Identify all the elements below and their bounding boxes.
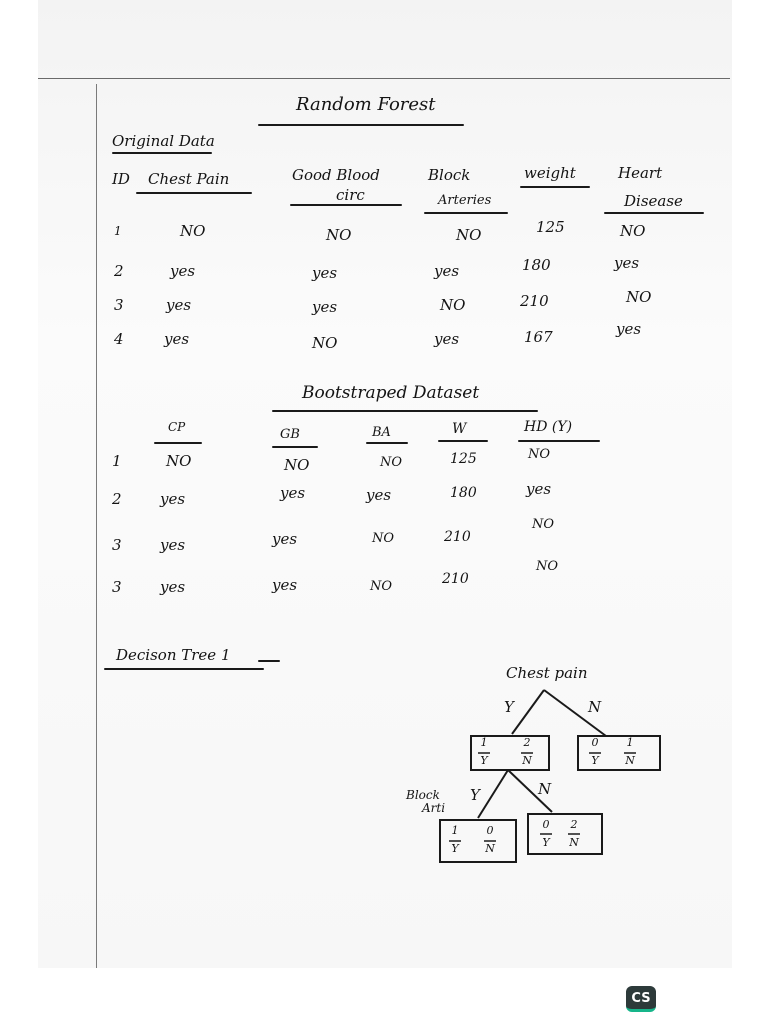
boot-header-ba: BA bbox=[372, 425, 391, 440]
orig-row3-hd: NO bbox=[626, 288, 652, 306]
boot-row4-id: 3 bbox=[112, 578, 122, 596]
orig-row2-ba: yes bbox=[434, 262, 460, 280]
bootstrap-title: Bootstraped Dataset bbox=[302, 383, 480, 403]
leaf-br-2-d: N bbox=[569, 836, 579, 849]
leaf-tr-2-d: N bbox=[625, 754, 635, 767]
page-title: Random Forest bbox=[296, 94, 436, 115]
tree-root-label: Chest pain bbox=[506, 664, 588, 682]
tree-node2-label-1: Block bbox=[406, 788, 440, 802]
orig-row3-id: 3 bbox=[114, 296, 124, 314]
leaf-bl-1-d: Y bbox=[451, 842, 459, 855]
orig-row1-hd: NO bbox=[620, 222, 646, 240]
leaf-bl-1-n: 1 bbox=[451, 824, 459, 837]
boot-header-gb: GB bbox=[280, 427, 300, 442]
tree-node2-no-branch: N bbox=[538, 780, 552, 798]
leaf-tl-1-d: Y bbox=[480, 754, 488, 767]
decision-tree-title: Decison Tree 1 bbox=[116, 646, 231, 664]
boot-row2-id: 2 bbox=[112, 490, 122, 508]
boot-header-hd: HD (Y) bbox=[524, 419, 573, 435]
orig-row1-gb: NO bbox=[326, 226, 352, 244]
boot-row4-ba: NO bbox=[370, 579, 393, 594]
boot-row1-w: 125 bbox=[450, 451, 477, 467]
boot-row4-gb: yes bbox=[272, 576, 298, 594]
orig-row2-hd: yes bbox=[614, 254, 640, 272]
orig-row1-cp: NO bbox=[180, 222, 206, 240]
boot-row3-ba: NO bbox=[372, 531, 395, 546]
leaf-br-2-n: 2 bbox=[570, 818, 578, 831]
leaf-tr-1-d: Y bbox=[591, 754, 599, 767]
boot-row3-w: 210 bbox=[444, 529, 471, 545]
leaf-tr-2-n: 1 bbox=[626, 736, 634, 749]
header-block-2: Arteries bbox=[438, 193, 492, 208]
header-heart-2: Disease bbox=[624, 192, 683, 210]
boot-row2-ba: yes bbox=[366, 486, 392, 504]
orig-row4-ba: yes bbox=[434, 330, 460, 348]
leaf-tl-1-n: 1 bbox=[480, 736, 488, 749]
leaf-tl-2-d: N bbox=[522, 754, 532, 767]
tree-node2-label-2: Arti bbox=[422, 801, 446, 815]
boot-row1-gb: NO bbox=[284, 456, 310, 474]
orig-row1-id: 1 bbox=[114, 224, 122, 238]
boot-header-cp: CP bbox=[168, 420, 186, 434]
boot-row2-w: 180 bbox=[450, 485, 477, 501]
orig-row1-w: 125 bbox=[536, 218, 565, 236]
boot-row2-cp: yes bbox=[160, 490, 186, 508]
orig-row2-cp: yes bbox=[170, 262, 196, 280]
boot-row3-cp: yes bbox=[160, 536, 186, 554]
header-id: ID bbox=[112, 170, 130, 188]
tree-node2-yes-branch: Y bbox=[470, 786, 480, 804]
orig-row3-cp: yes bbox=[166, 296, 192, 314]
boot-row2-gb: yes bbox=[280, 484, 306, 502]
boot-row1-ba: NO bbox=[380, 455, 403, 470]
boot-row1-cp: NO bbox=[166, 452, 192, 470]
boot-row2-hd: yes bbox=[526, 480, 552, 498]
leaf-bl-2-n: 0 bbox=[486, 824, 494, 837]
boot-row3-gb: yes bbox=[272, 530, 298, 548]
leaf-br-1-d: Y bbox=[542, 836, 550, 849]
tree-root-no-branch: N bbox=[588, 698, 602, 716]
orig-row4-w: 167 bbox=[524, 328, 553, 346]
orig-row3-gb: yes bbox=[312, 298, 338, 316]
header-weight: weight bbox=[524, 164, 576, 182]
boot-row1-hd: NO bbox=[528, 447, 551, 462]
leaf-bl-2-d: N bbox=[485, 842, 495, 855]
leaf-tl-2-n: 2 bbox=[523, 736, 531, 749]
header-heart: Heart bbox=[618, 164, 663, 182]
orig-row1-ba: NO bbox=[456, 226, 482, 244]
leaf-br-1-n: 0 bbox=[542, 818, 550, 831]
leaf-tr-1-n: 0 bbox=[591, 736, 599, 749]
orig-row4-id: 4 bbox=[114, 330, 124, 348]
orig-row4-gb: NO bbox=[312, 334, 338, 352]
header-good-blood: Good Blood bbox=[292, 166, 380, 184]
camscanner-logo: CS bbox=[626, 986, 656, 1012]
orig-row3-w: 210 bbox=[520, 292, 549, 310]
orig-row3-ba: NO bbox=[440, 296, 466, 314]
boot-row4-hd: NO bbox=[536, 559, 559, 574]
tree-root-yes-branch: Y bbox=[504, 698, 514, 716]
boot-header-w: W bbox=[452, 421, 467, 437]
header-good-blood-2: circ bbox=[336, 186, 365, 204]
boot-row3-id: 3 bbox=[112, 536, 122, 554]
orig-row4-hd: yes bbox=[616, 320, 642, 338]
original-data-label: Original Data bbox=[112, 132, 215, 150]
boot-row4-cp: yes bbox=[160, 578, 186, 596]
orig-row4-cp: yes bbox=[164, 330, 190, 348]
boot-row3-hd: NO bbox=[532, 517, 555, 532]
orig-row2-gb: yes bbox=[312, 264, 338, 282]
boot-row4-w: 210 bbox=[442, 571, 469, 587]
header-chest-pain: Chest Pain bbox=[148, 170, 230, 188]
orig-row2-w: 180 bbox=[522, 256, 551, 274]
boot-row1-id: 1 bbox=[112, 452, 122, 470]
orig-row2-id: 2 bbox=[114, 262, 124, 280]
header-block: Block bbox=[428, 166, 471, 184]
